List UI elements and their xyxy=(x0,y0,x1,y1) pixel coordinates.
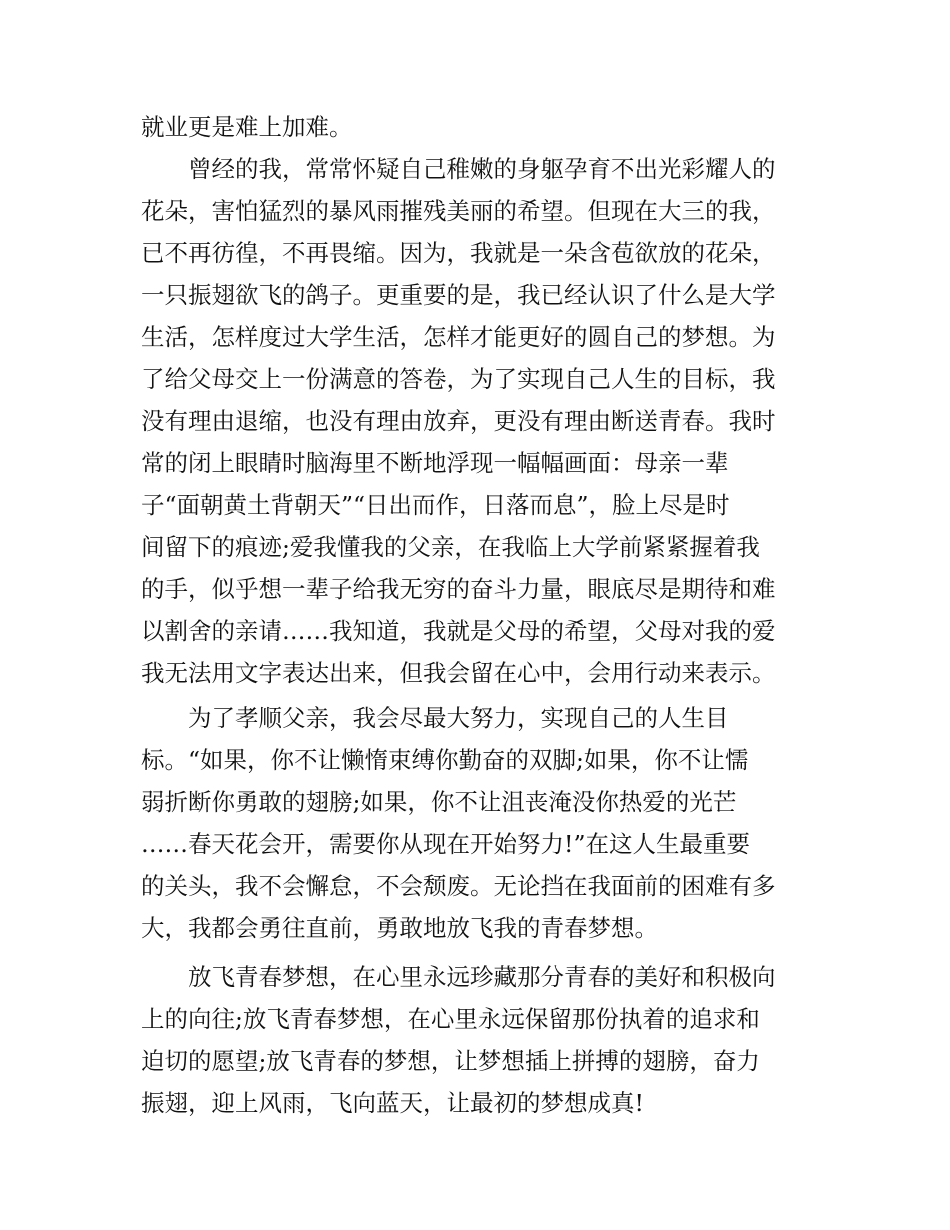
text-line: 振翅，迎上风雨，飞向蓝天，让最初的梦想成真! xyxy=(141,1089,644,1117)
text-line: 的关头，我不会懈怠，不会颓废。无论挡在我面前的困难有多 xyxy=(141,872,776,900)
text-line: 就业更是难上加难。 xyxy=(141,113,353,141)
text-line: 常的闭上眼睛时脑海里不断地浮现一幅幅画面：母亲一辈 xyxy=(141,449,729,477)
text-line: 的手，似乎想一辈子给我无穷的奋斗力量，眼底尽是期待和难 xyxy=(141,575,776,603)
text-line: 曾经的我，常常怀疑自己稚嫩的身躯孕育不出光彩耀人的 xyxy=(188,155,776,183)
text-line: 大，我都会勇往直前，勇敢地放飞我的青春梦想。 xyxy=(141,914,658,942)
text-line: 弱折断你勇敢的翅膀;如果，你不让沮丧淹没你热爱的光芒 xyxy=(141,788,737,816)
text-line: 间留下的痕迹;爱我懂我的父亲，在我临上大学前紧紧握着我 xyxy=(141,533,760,561)
text-line: 没有理由退缩，也没有理由放弃，更没有理由断送青春。我时 xyxy=(141,407,776,435)
text-line: 标。“如果，你不让懒惰束缚你勤奋的双脚;如果，你不让懦 xyxy=(141,746,749,774)
text-line: 了给父母交上一份满意的答卷，为了实现自己人生的目标，我 xyxy=(141,365,776,393)
text-line: 一只振翅欲飞的鸽子。更重要的是，我已经认识了什么是大学 xyxy=(141,281,776,309)
text-line: 我无法用文字表达出来，但我会留在心中，会用行动来表示。 xyxy=(141,659,776,687)
text-line: 迫切的愿望;放飞青春的梦想，让梦想插上拼搏的翅膀，奋力 xyxy=(141,1047,760,1075)
text-line: ……春天花会开，需要你从现在开始努力!”在这人生最重要 xyxy=(141,830,750,858)
text-line: 子“面朝黄土背朝天”“日出而作，日落而息”，脸上尽是时 xyxy=(141,491,730,519)
text-line: 花朵，害怕猛烈的暴风雨摧残美丽的希望。但现在大三的我， xyxy=(141,197,776,225)
text-line: 为了孝顺父亲，我会尽最大努力，实现自己的人生目 xyxy=(188,704,729,732)
text-line: 上的向往;放飞青春梦想，在心里永远保留那份执着的追求和 xyxy=(141,1005,760,1033)
text-line: 已不再彷徨，不再畏缩。因为，我就是一朵含苞欲放的花朵， xyxy=(141,239,776,267)
text-line: 生活，怎样度过大学生活，怎样才能更好的圆自己的梦想。为 xyxy=(141,323,776,351)
text-line: 以割舍的亲请……我知道，我就是父母的希望，父母对我的爱 xyxy=(141,617,776,645)
text-line: 放飞青春梦想，在心里永远珍藏那分青春的美好和积极向 xyxy=(188,963,776,991)
